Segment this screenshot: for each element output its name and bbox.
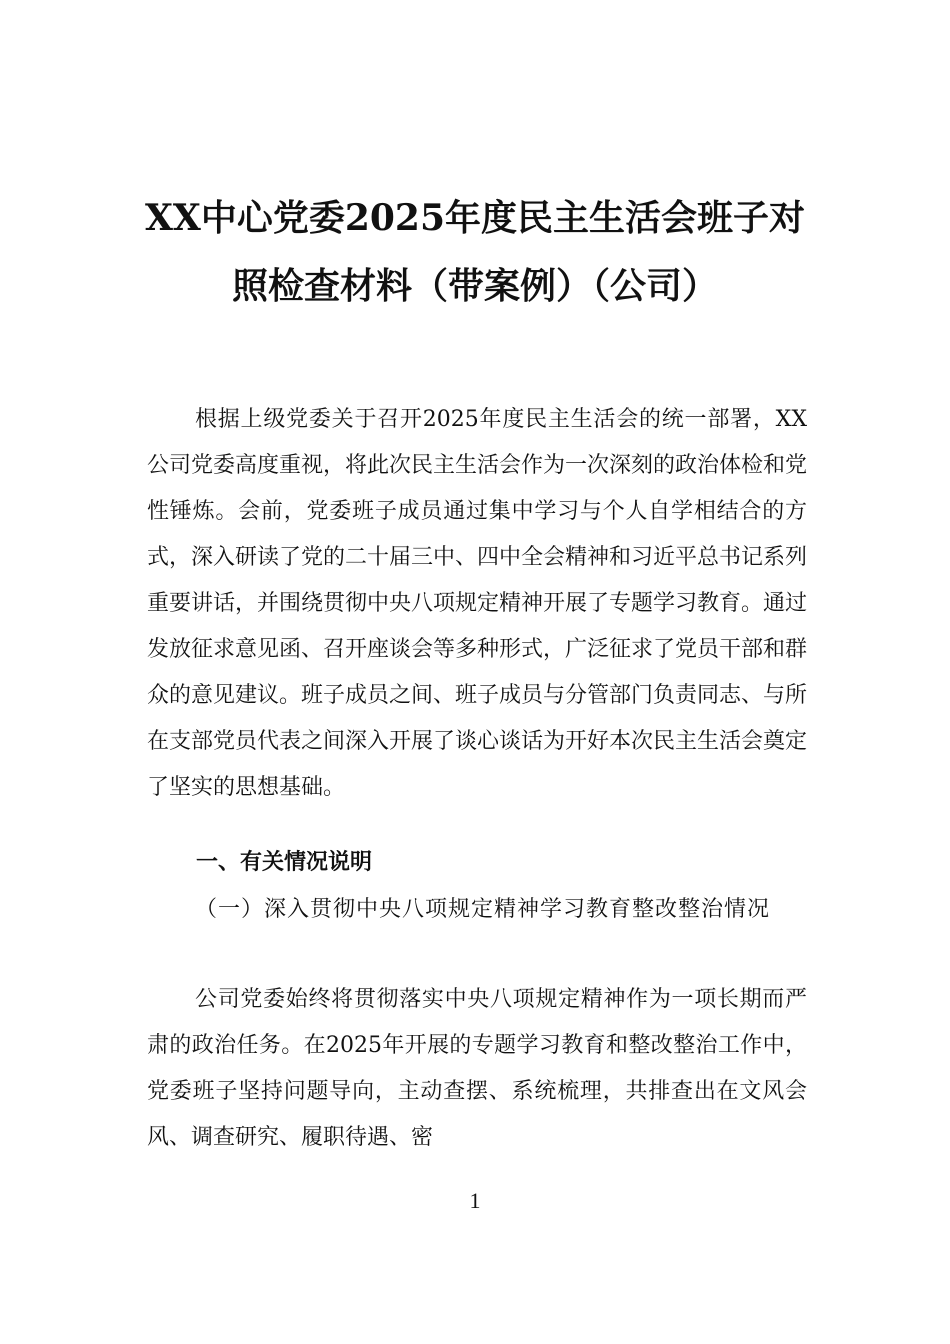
document-title-line-2: 照检查材料（带案例）（公司） — [231, 265, 718, 307]
subsection-heading: （一）深入贯彻中央八项规定精神学习教育整改整治情况 — [195, 897, 771, 922]
body-paragraph: 公司党委始终将贯彻落实中央八项规定精神作为一项长期而严肃的政治任务。在2025年开展的专题学习教育和整改整治工作中，党委班子坚持问题导向，主动查摆、系统梳理，共排查出在文风会风、调查研究、履职待遇、密 — [147, 987, 807, 1150]
page-number: 1 — [469, 1188, 481, 1213]
intro-paragraph: 根据上级党委关于召开2025年度民主生活会的统一部署，XX公司党委高度重视，将此次民主生活会作为一次深刻的政治体检和党性锤炼。会前，党委班子成员通过集中学习与个人自学相结合的方式，深入研读了党的二十届三中、四中全会精神和习近平总书记系列重要讲话，并围绕贯彻中央八项规定精神开展了专题学习教育。通过发放征求意见函、召开座谈会等多种形式，广泛征求了党员干部和群众的意见建议。班子成员之间、班子成员与分管部门负责同志、与所在支部党员代表之间深入开展了谈心谈话为开好本次民主生活会奠定了坚实的思想基础。 — [147, 407, 808, 800]
section-heading: 一、有关情况说明 — [196, 850, 373, 875]
document-title-line-1: XX中心党委2025年度民主生活会班子对 — [144, 197, 806, 239]
